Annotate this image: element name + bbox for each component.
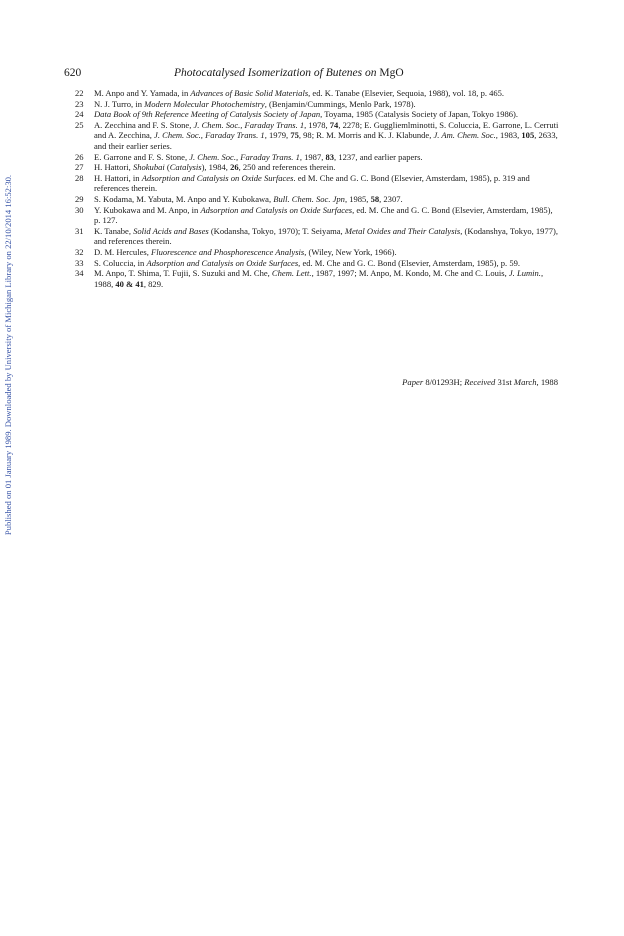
reference-title-italic: Chem. Lett. <box>271 268 312 279</box>
reference-text: H. Hattori, <box>94 162 133 173</box>
reference-text: , (Wiley, New York, 1966). <box>304 246 397 257</box>
reference-volume-bold: 58 <box>370 193 380 204</box>
reference-volume-bold: 105 <box>521 130 535 141</box>
download-watermark-text: Published on 01 January 1989. Downloaded by University of Michigan Library on 22/10/2014 16:52:30. <box>3 174 13 536</box>
reference-text: (Kodansha, Tokyo, 1970); T. Seiyama, <box>208 225 345 236</box>
reference-text: N. J. Turro, in <box>94 98 145 109</box>
reference-title-italic: Adsorption and Catalysis on Oxide Surfaces <box>146 257 299 268</box>
reference-number: 25 <box>75 119 84 130</box>
reference-item <box>75 162 559 173</box>
reference-text: H. Hattori, in <box>94 172 142 183</box>
reference-item <box>75 194 559 205</box>
running-title <box>174 67 404 79</box>
reference-text: . ed M. Che and G. C. Bond (Elsevier, Amsterdam, 1985), p. 319 and references therein. <box>94 172 530 194</box>
reference-number: 32 <box>75 246 84 257</box>
reference-volume-bold: 83 <box>325 151 335 162</box>
running-title-chem: MgO <box>379 67 404 79</box>
reference-number: 30 <box>75 204 84 215</box>
reference-number: 27 <box>75 162 84 173</box>
reference-list <box>75 88 559 289</box>
reference-text: A. Zecchina and F. S. Stone, <box>94 119 194 130</box>
reference-text: Y. Kubokawa and M. Anpo, in <box>94 204 201 215</box>
reference-number: 28 <box>75 172 84 183</box>
reference-title-italic: J. Lumin. <box>508 268 541 279</box>
reference-text: , 1985, <box>344 193 371 204</box>
page-header <box>64 67 564 83</box>
page-number: 620 <box>64 67 82 79</box>
reference-title-italic: Shokubai <box>132 162 165 173</box>
reference-text: , 2633, and their earlier series. <box>94 130 558 151</box>
reference-item <box>75 152 559 163</box>
reference-text: , 1987, <box>299 151 326 162</box>
reference-number: 22 <box>75 88 84 98</box>
reference-text: S. Coluccia, in <box>94 257 147 268</box>
reference-item <box>75 268 559 289</box>
reference-item <box>75 88 559 99</box>
reference-number: 34 <box>75 268 84 279</box>
reference-number: 31 <box>75 225 84 236</box>
reference-title-italic: J. Am. Chem. Soc. <box>433 130 496 141</box>
reference-number: 33 <box>75 257 84 268</box>
reference-number: 26 <box>75 151 84 162</box>
reference-title-italic: Adsorption and Catalysis on Oxide Surfaces <box>200 204 353 215</box>
reference-item <box>75 99 559 110</box>
reference-title-italic: Solid Acids and Bases <box>133 225 209 236</box>
reference-item <box>75 173 559 194</box>
reference-text: , 1979, <box>264 130 291 141</box>
reference-volume-bold: 75 <box>290 130 299 141</box>
reference-title-italic: J. Chem. Soc., Faraday Trans. 1 <box>154 130 265 141</box>
reference-text: , 98; R. M. Morris and K. J. Klabunde, <box>298 130 434 141</box>
reference-volume-bold: 26 <box>230 162 239 173</box>
paper-label: Paper <box>402 377 424 387</box>
reference-number: 24 <box>75 109 84 120</box>
reference-title-italic: Bull. Chem. Soc. Jpn <box>273 193 345 204</box>
reference-text: M. Anpo and Y. Yamada, in <box>94 88 191 98</box>
reference-number: 29 <box>75 193 84 204</box>
reference-text: , 1988, <box>94 268 544 289</box>
reference-volume-bold: 74 <box>329 119 339 130</box>
reference-text: , 2278; E. Guggliemlminotti, S. Coluccia, E. Garrone, L. Cerruti and A. Zecchina, <box>94 119 559 141</box>
reference-text: , 2307. <box>379 193 403 204</box>
received-footnote: Paper 8/01293H; Received 31st March, 1988 <box>402 377 558 387</box>
reference-title-italic: Adsorption and Catalysis on Oxide Surfaces <box>141 172 294 183</box>
paper-id: 8/01293H <box>425 377 460 387</box>
reference-text: M. Anpo, T. Shima, T. Fujii, S. Suzuki and M. Che, <box>94 268 272 279</box>
received-day: 31st <box>497 377 512 387</box>
download-watermark <box>2 120 14 590</box>
reference-title-italic: J. Chem. Soc., Faraday Trans. 1 <box>193 119 305 130</box>
reference-number: 23 <box>75 98 84 109</box>
reference-text: , Toyama, 1985 (Catalysis Society of Japan, Tokyo 1986). <box>320 109 519 120</box>
reference-text: , (Benjamin/Cummings, Menlo Park, 1978). <box>264 98 416 109</box>
reference-title-italic: Modern Molecular Photochemistry <box>144 98 265 109</box>
reference-title-italic: Data Book of 9th Reference Meeting of Catalysis Society of Japan <box>94 109 321 120</box>
reference-item <box>75 120 559 152</box>
reference-title-italic: J. Chem. Soc., Faraday Trans. 1 <box>189 151 300 162</box>
reference-title-italic: Advances of Basic Solid Materials <box>190 88 309 98</box>
reference-item <box>75 226 559 247</box>
reference-text: , ed. M. Che and G. C. Bond (Elsevier, Amsterdam, 1985), p. 59. <box>298 257 521 268</box>
reference-text: , 1987, 1997; M. Anpo, M. Kondo, M. Che and C. Louis, <box>311 268 509 279</box>
reference-text: ( <box>164 162 170 173</box>
reference-title-italic: Catalysis <box>169 162 202 173</box>
reference-item <box>75 247 559 258</box>
reference-item <box>75 205 559 226</box>
reference-text: D. M. Hercules, <box>94 246 151 257</box>
reference-text: , 1237, and earlier papers. <box>334 151 423 162</box>
reference-title-italic: Metal Oxides and Their Catalysis <box>344 225 461 236</box>
reference-text: , 829. <box>143 278 164 289</box>
reference-item <box>75 109 559 120</box>
reference-item <box>75 258 559 269</box>
reference-text: ), 1984, <box>201 162 231 173</box>
received-month: March <box>513 377 537 387</box>
reference-text: , 1983, <box>495 130 522 141</box>
reference-text: , ed. K. Tanabe (Elsevier, Sequoia, 1988), vol. 18, p. 465. <box>308 88 505 98</box>
reference-text: , 1978, <box>304 119 330 130</box>
reference-text: , ed. M. Che and G. C. Bond (Elsevier, Amsterdam, 1985), p. 127. <box>94 204 553 226</box>
reference-title-italic: Fluorescence and Phosphorescence Analysis <box>150 246 305 257</box>
reference-volume-bold: 40 & 41 <box>115 278 144 289</box>
received-label: Received <box>464 377 496 387</box>
reference-text: K. Tanabe, <box>94 225 134 236</box>
reference-text: , 250 and references therein. <box>238 162 336 173</box>
reference-text: E. Garrone and F. S. Stone, <box>94 151 190 162</box>
received-year: 1988 <box>540 377 558 387</box>
reference-text: , (Kodanshya, Tokyo, 1977), and references therein. <box>94 225 558 247</box>
running-title-text: Photocatalysed Isomerization of Butenes on <box>174 67 380 79</box>
reference-text: S. Kodama, M. Yabuta, M. Anpo and Y. Kubokawa, <box>94 193 274 204</box>
